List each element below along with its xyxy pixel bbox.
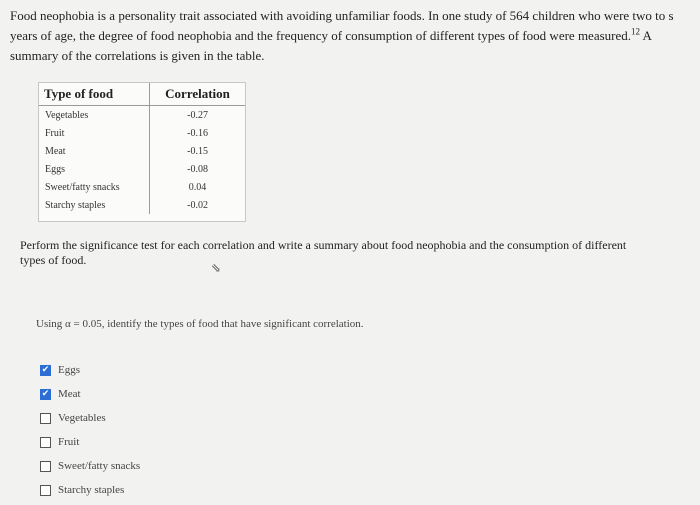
food-cell: Vegetables (45, 109, 89, 121)
intro-line-2 (10, 26, 700, 46)
answer-options (40, 358, 140, 502)
footnote-ref: 12 (631, 26, 641, 37)
option-label: Meat (58, 388, 81, 400)
intro-paragraph (10, 6, 700, 66)
checkbox-starchy-staples[interactable] (40, 485, 51, 496)
checkbox-eggs[interactable] (40, 365, 51, 376)
table-row (39, 178, 245, 196)
table-row (39, 142, 245, 160)
intro-line-2-text: years of age, the degree of food neophobia and the frequency of consumption of different types of food were measured. (10, 28, 632, 43)
task-instructions (20, 238, 690, 268)
option-eggs[interactable] (40, 358, 140, 382)
correlation-cell: -0.08 (150, 160, 245, 178)
question-prompt: Using α = 0.05, identify the types of food that have significant correlation. (36, 318, 364, 330)
food-cell: Eggs (45, 163, 65, 175)
correlation-cell: -0.15 (150, 142, 245, 160)
header-type-of-food: Type of food (39, 83, 150, 106)
option-label: Starchy staples (58, 484, 125, 496)
table-row (39, 160, 245, 178)
checkbox-sweet-fatty-snacks[interactable] (40, 461, 51, 472)
food-cell: Meat (45, 145, 66, 157)
food-cell: Sweet/fatty snacks (45, 181, 120, 193)
intro-line-3: summary of the correlations is given in the table. (10, 48, 265, 63)
task-line-1: Perform the significance test for each correlation and write a summary about food neophobia and the consumption of different (20, 238, 627, 252)
intro-line-1: Food neophobia is a personality trait associated with avoiding unfamiliar foods. In one study of 564 children who were two to s (10, 8, 674, 23)
checkbox-meat[interactable] (40, 389, 51, 400)
checkmark-icon: ✔ (41, 364, 50, 375)
correlation-cell: 0.04 (150, 178, 245, 196)
table-row (39, 124, 245, 142)
mouse-cursor-icon: ⇘ (211, 261, 222, 275)
table-row (39, 196, 245, 214)
option-label: Sweet/fatty snacks (58, 460, 141, 472)
correlation-table (38, 82, 246, 222)
option-label: Vegetables (58, 412, 106, 424)
option-fruit[interactable] (40, 430, 140, 454)
checkbox-vegetables[interactable] (40, 413, 51, 424)
task-line-2: types of food. (20, 253, 87, 267)
correlation-cell: -0.02 (150, 196, 245, 214)
correlation-cell: -0.16 (150, 124, 245, 142)
option-meat[interactable] (40, 382, 140, 406)
option-vegetables[interactable] (40, 406, 140, 430)
option-starchy-staples[interactable] (40, 478, 140, 502)
checkmark-icon: ✔ (41, 388, 50, 399)
intro-line-2-tail: A (640, 28, 652, 43)
option-label: Fruit (58, 436, 80, 448)
option-label: Eggs (58, 364, 80, 376)
checkbox-fruit[interactable] (40, 437, 51, 448)
food-cell: Fruit (45, 127, 65, 139)
header-correlation: Correlation (150, 83, 245, 106)
option-sweet-fatty-snacks[interactable] (40, 454, 140, 478)
food-cell: Starchy staples (45, 199, 106, 211)
table-row (39, 106, 245, 125)
correlation-cell: -0.27 (150, 106, 245, 125)
